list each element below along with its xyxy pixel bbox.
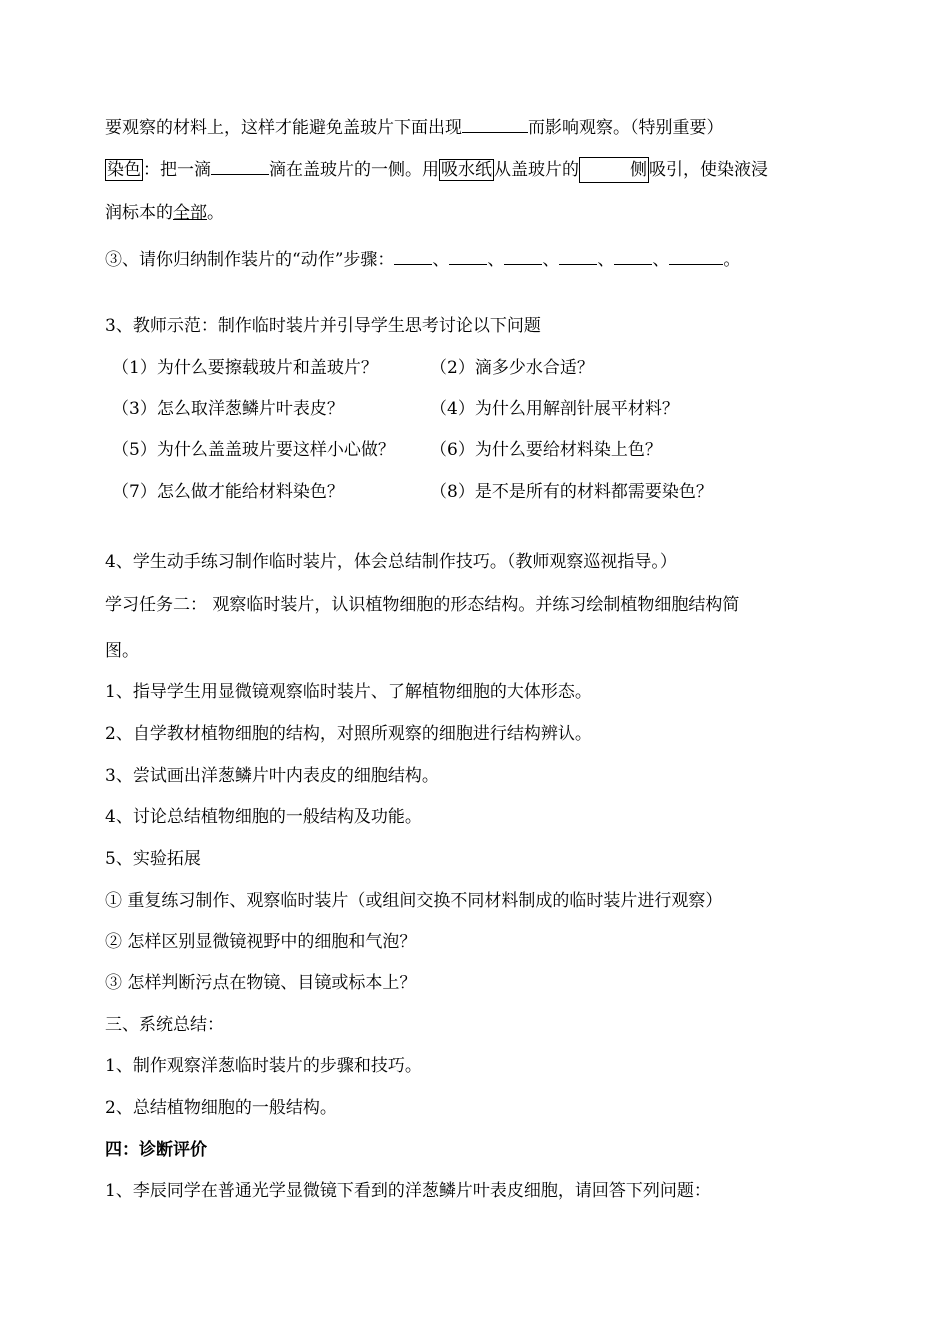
text: 、 [432, 250, 450, 270]
staining-label: 染色 [107, 160, 141, 180]
blank-field [614, 246, 652, 265]
question-4: （4）为什么用解剖针展平材料？ [430, 399, 679, 419]
list-item: 2、自学教材植物细胞的结构，对照所观察的细胞进行结构辨认。 [105, 724, 592, 744]
question-1: （1）为什么要擦载玻片和盖玻片？ [112, 358, 378, 378]
text: 侧 [630, 160, 647, 180]
blank-field [462, 114, 528, 133]
paragraph-cover-slip [105, 114, 724, 140]
text: 而影响观察。（特别重要） [528, 118, 724, 138]
side-box [579, 157, 649, 183]
question-3: （3）怎么取洋葱鳞片叶表皮？ [112, 399, 344, 419]
question-8: （8）是不是所有的材料都需要染色？ [430, 482, 713, 502]
list-item: 4、讨论总结植物细胞的一般结构及功能。 [105, 807, 422, 827]
paragraph-staining [105, 156, 768, 183]
list-item: 5、实验拓展 [105, 849, 201, 869]
section-heading: 三、系统总结： [105, 1015, 224, 1035]
task-2-line-1: 学习任务二： 观察临时装片，认识植物细胞的形态结构。并练习绘制植物细胞结构简 [105, 595, 740, 615]
section-3-title: 3、教师示范：制作临时装片并引导学生思考讨论以下问题 [105, 316, 541, 336]
question-7: （7）怎么做才能给材料染色？ [112, 482, 344, 502]
whole-text: 全部 [173, 203, 207, 223]
paragraph-steps [105, 246, 740, 272]
text: 吸引，使染液浸 [649, 160, 768, 180]
question-5: （5）为什么盖盖玻片要这样小心做？ [112, 440, 395, 460]
text: 从盖玻片的 [494, 160, 579, 180]
blotting-paper-label: 吸水纸 [441, 160, 492, 180]
list-item: 1、指导学生用显微镜观察临时装片、了解植物细胞的大体形态。 [105, 682, 592, 702]
text: ③、请你归纳制作装片的“动作”步骤： [105, 250, 395, 270]
section-4-text: 4、学生动手练习制作临时装片，体会总结制作技巧。（教师观察巡视指导。） [105, 552, 677, 572]
text: 、 [597, 250, 615, 270]
question-final: 1、李辰同学在普通光学显微镜下看到的洋葱鳞片叶表皮细胞，请回答下列问题： [105, 1181, 711, 1201]
blank-field [559, 246, 597, 265]
question-6: （6）为什么要给材料染上色？ [430, 440, 662, 460]
list-item: ③ 怎样判断污点在物镜、目镜或标本上？ [105, 973, 417, 993]
list-item: 1、制作观察洋葱临时装片的步骤和技巧。 [105, 1056, 422, 1076]
text: 要观察的材料上，这样才能避免盖玻片下面出现 [105, 118, 462, 138]
section-heading-evaluation: 四：诊断评价 [105, 1140, 207, 1160]
text: 、 [652, 250, 670, 270]
list-item: ② 怎样区别显微镜视野中的细胞和气泡？ [105, 932, 417, 952]
blank-field [669, 246, 723, 265]
text: 、 [487, 250, 505, 270]
text: 、 [542, 250, 560, 270]
question-2: （2）滴多少水合适？ [430, 358, 594, 378]
blank-field [394, 246, 432, 265]
text: 滴在盖玻片的一侧。用 [269, 160, 439, 180]
text: 。 [207, 203, 224, 223]
text: 。 [723, 250, 741, 270]
text: 润标本的 [105, 203, 173, 223]
list-item: 3、尝试画出洋葱鳞片叶内表皮的细胞结构。 [105, 766, 439, 786]
paragraph-staining-cont [105, 201, 224, 225]
blank-field [449, 246, 487, 265]
blank-field [504, 246, 542, 265]
blank-field [211, 156, 269, 175]
list-item: 2、总结植物细胞的一般结构。 [105, 1098, 337, 1118]
task-2-line-2: 图。 [105, 641, 139, 661]
text: ：把一滴 [143, 160, 211, 180]
list-item: ① 重复练习制作、观察临时装片（或组间交换不同材料制成的临时装片进行观察） [105, 891, 723, 911]
